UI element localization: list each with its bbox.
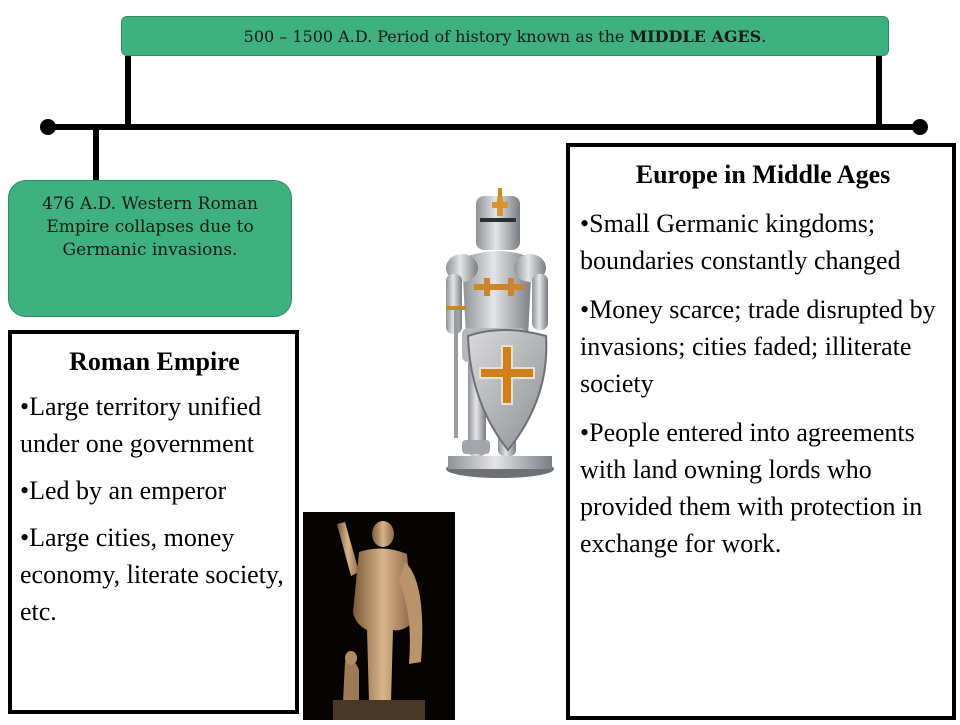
rome-collapse-text: 476 A.D. Western Roman Empire collapses due to Germanic invasions. [42,194,258,260]
europe-middle-ages-bullet: •Small Germanic kingdoms; boundaries constantly changed [580,209,901,275]
roman-empire-bullet: •Large territory unified under one government [20,392,262,458]
timeline-start-dot [40,119,56,135]
rome-collapse-callout [8,180,292,317]
timeline-axis [48,124,920,130]
middle-ages-emphasis: MIDDLE AGES [629,27,762,46]
middle-ages-bracket-right [876,56,882,126]
roman-emperor-statue-drawing [303,512,455,720]
europe-middle-ages-box [566,143,956,720]
timeline-end-dot [912,119,928,135]
rome-fall-connector [93,128,99,182]
roman-empire-title: Roman Empire [69,347,240,376]
roman-empire-bullet: •Led by an emperor [20,476,227,505]
middle-ages-period-text: 500 – 1500 A.D. Period of history known as the [243,27,630,46]
middle-ages-period-suffix: . [761,27,767,46]
roman-emperor-statue-image [303,512,455,720]
europe-middle-ages-bullet: •Money scarce; trade disrupted by invasions; cities faded; illiterate society [580,295,936,398]
europe-middle-ages-bullet: •People entered into agreements with land owning lords who provided them with protection in exchange for work. [580,418,923,558]
middle-ages-period-callout [121,16,889,56]
roman-empire-bullet: •Large cities, money economy, literate society, etc. [20,523,284,626]
roman-empire-box [8,330,299,714]
europe-middle-ages-title: Europe in Middle Ages [635,160,891,189]
middle-ages-bracket-left [125,56,131,126]
knight-armor-figurine-image [440,188,558,480]
